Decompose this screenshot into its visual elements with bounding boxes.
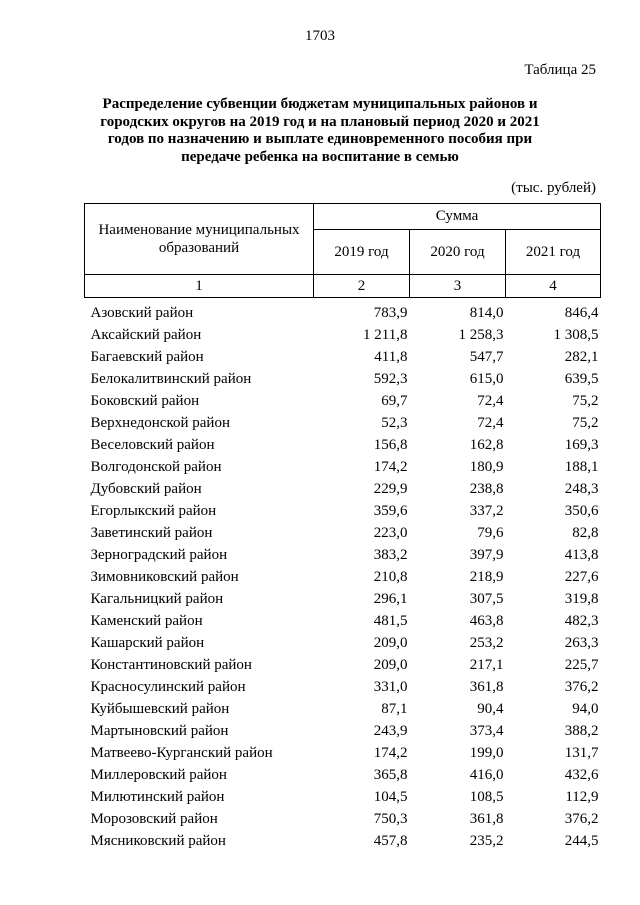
row-name-cell: Зерноградский район <box>90 547 228 563</box>
table-row <box>85 720 601 742</box>
row-name-cell: Каменский район <box>90 613 203 629</box>
row-value-2019: 1 211,8 <box>363 327 408 343</box>
table-row <box>85 324 601 346</box>
row-value-2021: 94,0 <box>572 701 599 717</box>
row-value-2020: 108,5 <box>469 789 504 805</box>
table-label: Таблица 25 <box>524 62 596 78</box>
row-value-2021: 282,1 <box>564 349 599 365</box>
row-value-2020: 814,0 <box>469 305 504 321</box>
row-value-2020: 373,4 <box>469 723 504 739</box>
row-value-2020: 337,2 <box>469 503 504 519</box>
row-value-2019: 210,8 <box>373 569 408 585</box>
header-name-col: Наименование муниципальных образований <box>85 204 314 275</box>
row-value-2019: 296,1 <box>373 591 408 607</box>
table-row <box>85 522 601 544</box>
row-name-cell: Морозовский район <box>90 811 218 827</box>
row-value-2021: 131,7 <box>564 745 599 761</box>
row-value-2019: 592,3 <box>373 371 408 387</box>
table-row <box>85 478 601 500</box>
row-name-cell: Мясниковский район <box>90 833 226 849</box>
row-value-2019: 243,9 <box>373 723 408 739</box>
header-col-number: 4 <box>506 275 601 298</box>
table-row <box>85 566 601 588</box>
row-value-2021: 482,3 <box>564 613 599 629</box>
row-value-2020: 547,7 <box>469 349 504 365</box>
table-row <box>85 632 601 654</box>
row-value-2020: 416,0 <box>469 767 504 783</box>
row-value-2019: 156,8 <box>373 437 408 453</box>
row-name-cell: Заветинский район <box>90 525 213 541</box>
row-value-2021: 846,4 <box>564 305 599 321</box>
row-value-2020: 615,0 <box>469 371 504 387</box>
row-value-2021: 639,5 <box>564 371 599 387</box>
row-value-2021: 350,6 <box>564 503 599 519</box>
table-body <box>85 298 601 853</box>
row-value-2019: 481,5 <box>373 613 408 629</box>
row-value-2020: 238,8 <box>469 481 504 497</box>
document-title: Распределение субвенции бюджетам муниципальных районов и городских округов на 2019 год и на плановый период 2020 и 2021 годов по назначению и выплате единовременного пособия при передаче ребенка на воспитание в семью <box>100 96 540 165</box>
row-name-cell: Красносулинский район <box>90 679 246 695</box>
row-value-2021: 319,8 <box>564 591 599 607</box>
table-row <box>85 500 601 522</box>
row-value-2020: 1 258,3 <box>458 327 504 343</box>
row-value-2021: 244,5 <box>564 833 599 849</box>
table-row <box>85 676 601 698</box>
row-value-2021: 75,2 <box>572 393 599 409</box>
row-value-2020: 217,1 <box>469 657 504 673</box>
header-col-number: 2 <box>314 275 410 298</box>
row-value-2020: 79,6 <box>477 525 504 541</box>
row-value-2020: 162,8 <box>469 437 504 453</box>
row-value-2021: 376,2 <box>564 679 599 695</box>
row-name-cell: Белокалитвинский район <box>90 371 252 387</box>
subvention-table <box>84 203 601 852</box>
row-value-2021: 263,3 <box>564 635 599 651</box>
row-value-2020: 463,8 <box>469 613 504 629</box>
row-name-cell: Мартыновский район <box>90 723 229 739</box>
table-row <box>85 808 601 830</box>
row-name-cell: Милютинский район <box>90 789 225 805</box>
row-value-2019: 69,7 <box>381 393 408 409</box>
header-year-2021: 2021 год <box>506 230 601 275</box>
row-value-2020: 199,0 <box>469 745 504 761</box>
row-value-2019: 457,8 <box>373 833 408 849</box>
row-value-2019: 174,2 <box>373 459 408 475</box>
header-year-2019: 2019 год <box>314 230 410 275</box>
row-value-2021: 75,2 <box>572 415 599 431</box>
table-row <box>85 412 601 434</box>
row-value-2019: 383,2 <box>373 547 408 563</box>
row-value-2021: 248,3 <box>564 481 599 497</box>
row-value-2020: 72,4 <box>477 415 504 431</box>
row-name-cell: Багаевский район <box>90 349 204 365</box>
table-row <box>85 742 601 764</box>
table-row <box>85 434 601 456</box>
row-value-2020: 90,4 <box>477 701 504 717</box>
table-row <box>85 298 601 325</box>
row-name-cell: Миллеровский район <box>90 767 227 783</box>
header-sum-col: Сумма <box>314 204 601 230</box>
row-value-2019: 209,0 <box>373 657 408 673</box>
row-value-2020: 307,5 <box>469 591 504 607</box>
row-value-2019: 365,8 <box>373 767 408 783</box>
row-value-2021: 413,8 <box>564 547 599 563</box>
row-name-cell: Кашарский район <box>90 635 205 651</box>
row-name-cell: Волгодонской район <box>90 459 222 475</box>
table-row <box>85 456 601 478</box>
row-value-2020: 361,8 <box>469 679 504 695</box>
row-value-2021: 376,2 <box>564 811 599 827</box>
table-row <box>85 588 601 610</box>
header-col-number: 1 <box>85 275 314 298</box>
row-name-cell: Матвеево-Курганский район <box>90 745 273 761</box>
header-year-2020: 2020 год <box>410 230 506 275</box>
table-row <box>85 698 601 720</box>
row-value-2020: 397,9 <box>469 547 504 563</box>
row-name-cell: Куйбышевский район <box>90 701 230 717</box>
row-value-2019: 411,8 <box>374 349 408 365</box>
row-name-cell: Егорлыкский район <box>90 503 217 519</box>
table-row <box>85 346 601 368</box>
table-row <box>85 368 601 390</box>
row-name-cell: Константиновский район <box>90 657 252 673</box>
row-name-cell: Дубовский район <box>90 481 202 497</box>
row-value-2019: 52,3 <box>381 415 408 431</box>
row-value-2020: 180,9 <box>469 459 504 475</box>
row-value-2019: 87,1 <box>381 701 408 717</box>
row-value-2019: 750,3 <box>373 811 408 827</box>
table-row <box>85 830 601 852</box>
row-value-2019: 223,0 <box>373 525 408 541</box>
row-value-2021: 225,7 <box>564 657 599 673</box>
row-value-2021: 169,3 <box>564 437 599 453</box>
row-value-2021: 432,6 <box>564 767 599 783</box>
table-row <box>85 764 601 786</box>
row-value-2020: 72,4 <box>477 393 504 409</box>
row-value-2019: 229,9 <box>373 481 408 497</box>
row-name-cell: Аксайский район <box>90 327 202 343</box>
table-row <box>85 654 601 676</box>
table-row <box>85 786 601 808</box>
row-value-2019: 104,5 <box>373 789 408 805</box>
row-value-2019: 209,0 <box>373 635 408 651</box>
row-value-2019: 359,6 <box>373 503 408 519</box>
row-value-2020: 218,9 <box>469 569 504 585</box>
units-label: (тыс. рублей) <box>511 180 596 196</box>
row-value-2021: 112,9 <box>565 789 599 805</box>
row-value-2019: 783,9 <box>373 305 408 321</box>
table-row <box>85 544 601 566</box>
table-row <box>85 610 601 632</box>
row-name-cell: Кагальницкий район <box>90 591 224 607</box>
row-value-2019: 174,2 <box>373 745 408 761</box>
row-value-2021: 388,2 <box>564 723 599 739</box>
row-value-2021: 227,6 <box>564 569 599 585</box>
table-row <box>85 390 601 412</box>
row-value-2021: 1 308,5 <box>553 327 599 343</box>
row-name-cell: Зимовниковский район <box>90 569 239 585</box>
row-value-2021: 82,8 <box>572 525 599 541</box>
row-name-cell: Верхнедонской район <box>90 415 230 431</box>
page-number: 1703 <box>305 28 335 44</box>
row-name-cell: Веселовский район <box>90 437 215 453</box>
row-value-2019: 331,0 <box>373 679 408 695</box>
row-value-2021: 188,1 <box>564 459 599 475</box>
header-col-number: 3 <box>410 275 506 298</box>
row-value-2020: 253,2 <box>469 635 504 651</box>
row-value-2020: 235,2 <box>469 833 504 849</box>
row-name-cell: Азовский район <box>90 305 194 321</box>
row-value-2020: 361,8 <box>469 811 504 827</box>
row-name-cell: Боковский район <box>90 393 200 409</box>
